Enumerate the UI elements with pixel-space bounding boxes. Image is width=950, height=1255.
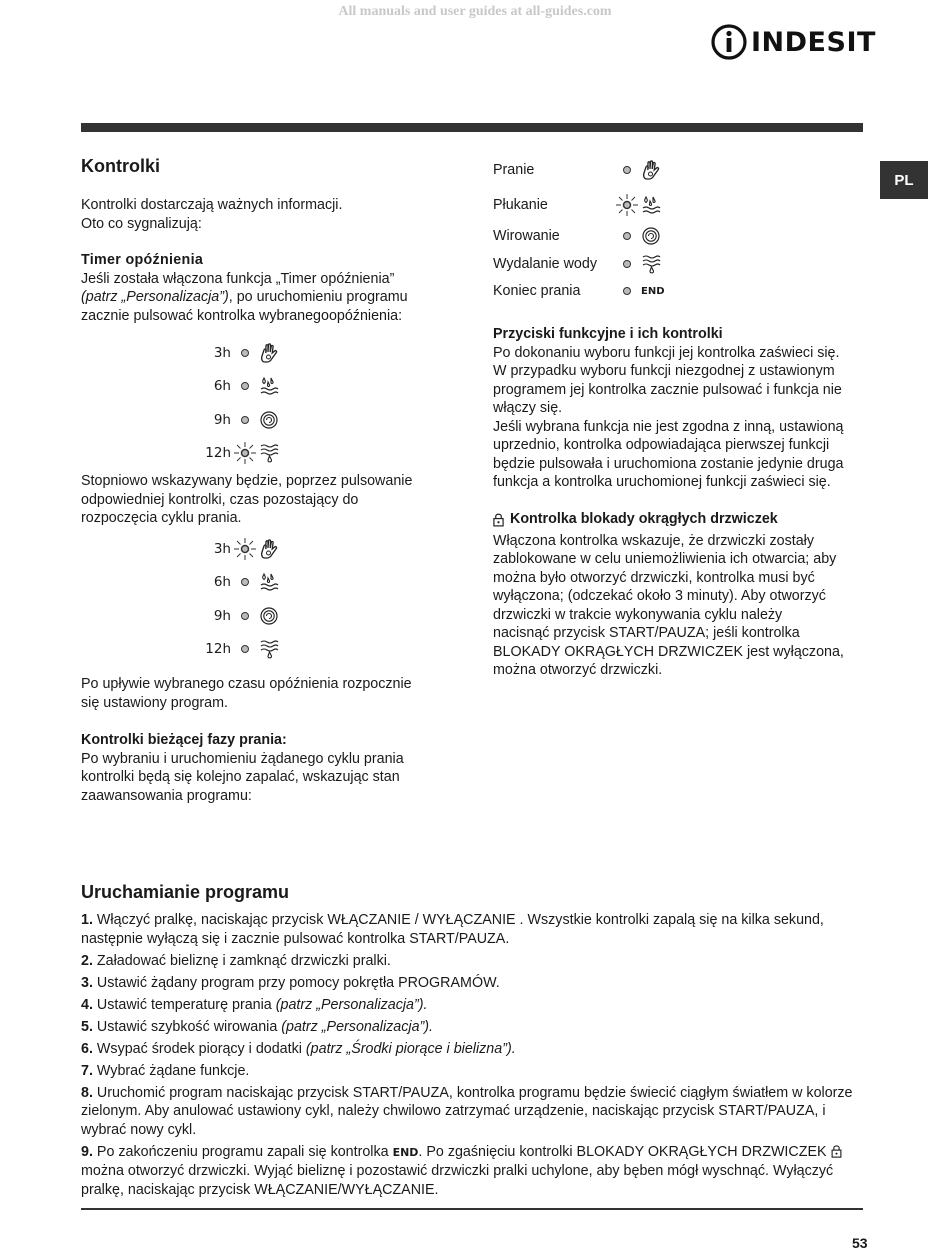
step-text: Wsypać środek piorący i dodatki	[96, 1040, 302, 1057]
delay-label: 9h	[213, 607, 231, 624]
lamp-icon	[241, 382, 249, 390]
phase-line-2: kontrolki będą się kolejno zapalać, wskazując stan	[81, 769, 400, 785]
step-text: Włączyć pralkę, naciskając przycisk WŁĄCZANIE / WYŁĄCZANIE . Wszystkie kontrolki zapalą się na kilka sekund, następnie wyłączą się i zacznie pulsować kontrolka START/PAUZA.	[81, 912, 824, 947]
lamp-icon	[623, 166, 631, 174]
phase-label: Pranie	[493, 162, 535, 178]
step-4	[81, 996, 863, 1015]
delay-indicator-row	[197, 568, 279, 596]
page-number: 53	[852, 1235, 868, 1251]
lamp-icon	[623, 232, 631, 240]
progress-line-1: Stopniowo wskazywany będzie, poprzez pulsowanie	[81, 473, 413, 489]
language-tab: PL	[880, 161, 928, 199]
door-lock-line: można otworzyć drzwiczki.	[493, 662, 663, 678]
delay-indicator-row	[197, 439, 279, 467]
function-buttons-title: Przyciski funkcyjne i ich kontrolki	[493, 326, 723, 342]
intro-line-2: Oto co sygnalizują:	[81, 215, 202, 232]
lamp-icon	[241, 578, 249, 586]
step-number: 7.	[81, 1062, 93, 1079]
after-line-1: Po upływie wybranego czasu opóźnienia rozpocznie	[81, 676, 412, 692]
end-label: END	[392, 1145, 419, 1159]
blinking-lamp-icon	[233, 537, 257, 561]
door-lock-line: drzwiczki w trakcie wykonywania cyklu należy	[493, 606, 783, 623]
phase-label: Wirowanie	[493, 228, 560, 244]
step-1	[81, 911, 863, 948]
delay-label: 12h	[205, 640, 231, 657]
step-text: można otworzyć drzwiczki. Wyjąć bieliznę i pozostawić drzwiczki pralki uchylone, aby bęben mógł wyschnąć. Wyłączyć pralkę, naciskając przycisk WŁĄCZANIE/WYŁĄCZANIE.	[81, 1163, 834, 1198]
header-rule	[81, 123, 863, 132]
door-lock-line: nacisnąć przycisk START/PAUZA; jeśli kontrolka	[493, 625, 800, 641]
step-number: 8.	[81, 1084, 93, 1101]
intro-line-1: Kontrolki dostarczają ważnych informacji.	[81, 197, 343, 213]
step-number: 5.	[81, 1018, 93, 1035]
delay-indicator-row	[197, 339, 279, 367]
step-text: . Po zgaśnięciu kontrolki BLOKADY OKRĄGŁYCH DRZWICZEK	[418, 1143, 827, 1160]
drain-icon	[259, 638, 279, 660]
section-heading-uruchamianie: Uruchamianie programu	[81, 882, 290, 902]
step-number: 4.	[81, 996, 93, 1013]
spin-icon	[641, 225, 661, 247]
timer-line-1: Jeśli została włączona funkcja „Timer opóźnienia”	[81, 270, 395, 287]
brand-name: INDESIT	[751, 26, 876, 58]
brand-logo	[711, 22, 876, 62]
blinking-lamp-icon	[233, 441, 257, 465]
step-number: 9.	[81, 1143, 93, 1160]
rinse-icon	[641, 194, 661, 216]
door-lock-title	[493, 510, 865, 529]
step-7	[81, 1062, 863, 1081]
delay-indicator-row	[197, 602, 279, 630]
function-line: będzie pulsowała i uruchomiona zostanie jedynie druga	[493, 455, 844, 472]
intro-text	[81, 196, 461, 233]
after-delay-text	[81, 675, 461, 712]
delay-indicator-row	[197, 535, 279, 563]
start-steps	[81, 911, 863, 1203]
door-lock-title-text: Kontrolka blokady okrągłych drzwiczek	[510, 511, 778, 527]
section-heading-kontrolki: Kontrolki	[81, 156, 160, 176]
step-9	[81, 1143, 863, 1200]
phase-label: Płukanie	[493, 197, 548, 213]
delay-label: 6h	[213, 378, 231, 395]
step-number: 2.	[81, 952, 93, 969]
step-ref: (patrz „Personalizacja”).	[275, 996, 428, 1013]
step-number: 1.	[81, 912, 93, 928]
lamp-icon	[241, 645, 249, 653]
step-number: 6.	[81, 1040, 93, 1057]
after-line-2: się ustawiony program.	[81, 694, 229, 711]
phase-indicator-row	[493, 281, 665, 301]
wash-hand-icon	[259, 538, 279, 560]
delay-label: 12h	[205, 444, 231, 461]
timer-line-2	[81, 288, 461, 307]
step-text: Ustawić szybkość wirowania	[96, 1018, 278, 1035]
door-lock-section	[493, 510, 865, 680]
function-line: włączy się.	[493, 400, 563, 416]
lamp-icon	[623, 287, 631, 295]
end-icon: END	[641, 285, 665, 297]
timer-ref: (patrz „Personalizacja”)	[81, 289, 229, 305]
delay-indicator-row	[197, 372, 279, 400]
footer-rule	[81, 1208, 863, 1210]
phase-section	[81, 731, 461, 805]
function-line: uprzednio, kontrolka odpowiadająca pierwszej funkcji	[493, 437, 830, 453]
door-lock-line: można było otworzyć drzwiczki, kontrolka musi być	[493, 569, 815, 586]
rinse-icon	[259, 571, 279, 593]
phase-label: Wydalanie wody	[493, 256, 597, 272]
brand-logo-icon	[711, 23, 747, 61]
step-text: Ustawić żądany program przy pomocy pokrętła PROGRAMÓW.	[96, 974, 500, 991]
step-number: 3.	[81, 974, 93, 991]
step-text: Ustawić temperaturę prania	[96, 996, 272, 1013]
step-text: Uruchomić program naciskając przycisk START/PAUZA, kontrolka programu będzie świecić ciągłym światłem w kolorze zielonym. Aby anulować ustawiony cykl, należy chwilowo zatrzymać urządzenie, naciskając przycisk START/PAUZA, i wybrać nowy cykl.	[81, 1084, 853, 1138]
delay-indicator-row	[197, 406, 279, 434]
phase-indicator-row	[493, 195, 661, 215]
spin-icon	[259, 409, 279, 431]
delay-label: 3h	[213, 345, 231, 361]
rinse-icon	[259, 375, 279, 397]
drain-icon	[641, 253, 661, 275]
door-lock-line: zablokowane w celu uniemożliwienia ich otwarcia; aby	[493, 551, 837, 567]
timer-line-3: zacznie pulsować kontrolka wybranegoopóźnienia:	[81, 307, 403, 324]
function-line: W przypadku wyboru funkcji niezgodnej z ustawionym	[493, 363, 835, 379]
wash-hand-icon	[259, 342, 279, 364]
step-text: Po zakończeniu programu zapali się kontrolka	[96, 1143, 389, 1160]
door-lock-line: wyłączona; (odczekać około 3 minuty). Aby otworzyć	[493, 588, 826, 604]
delay-indicator-row	[197, 635, 279, 663]
function-line: Po dokonaniu wyboru funkcji jej kontrolka zaświeci się.	[493, 344, 840, 361]
phase-label: Koniec prania	[493, 283, 581, 299]
lamp-icon	[623, 260, 631, 268]
phase-indicator-row	[493, 226, 661, 246]
spin-icon	[259, 605, 279, 627]
drain-icon	[259, 442, 279, 464]
phase-line-1: Po wybraniu i uruchomieniu żądanego cyklu prania	[81, 750, 404, 767]
progress-line-2: odpowiedniej kontrolki, czas pozostający do	[81, 491, 359, 508]
step-2	[81, 952, 863, 971]
wash-hand-icon	[641, 159, 661, 181]
function-line: funkcja a kontrolka uruchomionej funkcji zaświeci się.	[493, 474, 831, 490]
delay-label: 3h	[213, 541, 231, 557]
blinking-lamp-icon	[615, 193, 639, 217]
lamp-icon	[241, 349, 249, 357]
lock-icon	[493, 512, 504, 527]
phase-indicator-row	[493, 254, 661, 274]
function-line: Jeśli wybrana funkcja nie jest zgodna z inną, ustawioną	[493, 418, 844, 435]
lamp-icon	[241, 416, 249, 424]
phase-line-3: zaawansowania programu:	[81, 787, 252, 804]
door-lock-line: Włączona kontrolka wskazuje, że drzwiczki zostały	[493, 532, 814, 549]
step-3	[81, 974, 863, 993]
delay-label: 9h	[213, 411, 231, 428]
progress-text	[81, 472, 461, 528]
function-line: programem jej kontrolka zacznie pulsować i funkcja nie	[493, 381, 842, 398]
step-8	[81, 1084, 863, 1140]
lock-icon	[831, 1144, 842, 1158]
timer-line-2-rest: , po uruchomieniu programu	[228, 289, 408, 305]
progress-line-3: rozpoczęcia cyklu prania.	[81, 510, 242, 526]
delay-label: 6h	[213, 574, 231, 591]
step-ref: (patrz „Personalizacja”).	[281, 1018, 434, 1035]
step-ref: (patrz „Środki piorące i bielizna”).	[305, 1040, 516, 1057]
phase-indicator-row	[493, 160, 661, 180]
timer-section	[81, 251, 461, 325]
lamp-icon	[241, 612, 249, 620]
watermark: All manuals and user guides at all-guides.com	[338, 4, 612, 19]
step-5	[81, 1018, 863, 1037]
timer-title: Timer opóźnienia	[81, 252, 204, 268]
step-text: Wybrać żądane funkcje.	[96, 1062, 250, 1079]
door-lock-line: BLOKADY OKRĄGŁYCH DRZWICZEK jest wyłączona,	[493, 643, 844, 660]
step-6	[81, 1040, 863, 1059]
step-text: Załadować bieliznę i zamknąć drzwiczki pralki.	[96, 952, 391, 969]
phase-title: Kontrolki bieżącej fazy prania:	[81, 732, 287, 748]
function-buttons-section	[493, 325, 865, 492]
